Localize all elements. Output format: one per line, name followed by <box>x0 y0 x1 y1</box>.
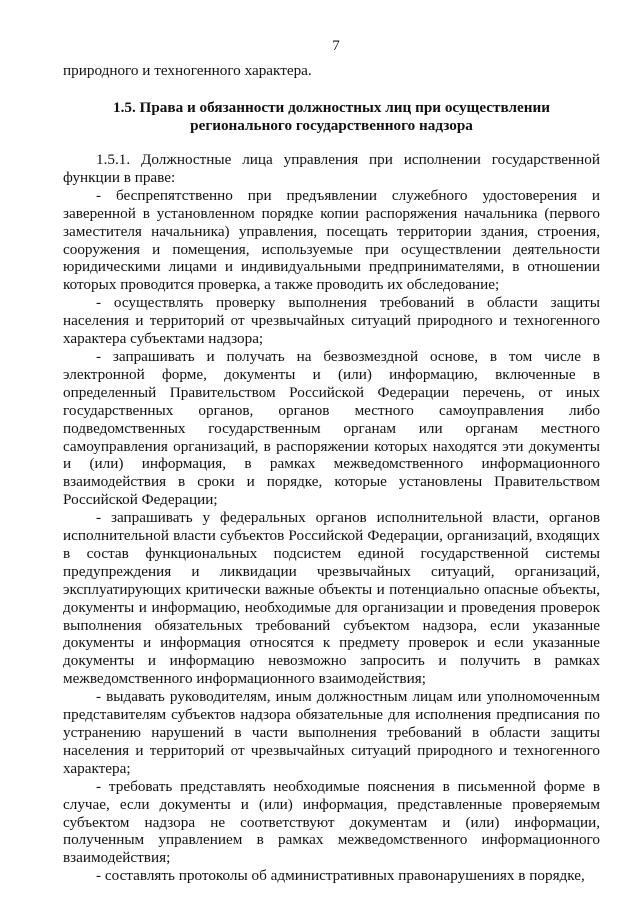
paragraph-rights-intro: 1.5.1. Должностные лица управления при исполнении государственной функции в праве: <box>63 151 600 186</box>
paragraph-inspect-requirements: - осуществлять проверку выполнения требований в области защиты населения и территорий от чрезвычайных ситуаций природного и техногенного характера субъектами надзора; <box>63 294 600 348</box>
section-heading-line-2: регионального государственного надзора <box>190 117 473 134</box>
paragraph-draw-up-protocols: - составлять протоколы об административных правонарушениях в порядке, <box>96 867 585 885</box>
paragraph-request-documents-free: - запрашивать и получать на безвозмездной основе, в том числе в электронной форме, документы и (или) информацию, включенные в определенный Правительством Российской Федерации перечень, от иных государственных органов, органов местного самоуправления либо подведомственных государственным органам или органам местного самоуправления организаций, в распоряжении которых находятся эти документы и (или) информация, в рамках межведомственного информационного взаимодействия в сроки и порядке, которые установлены Правительством Российской Федерации; <box>63 347 600 509</box>
page-number: 7 <box>332 38 340 54</box>
paragraph-visit-territories: - беспрепятственно при предъявлении служебного удостоверения и заверенной в установленном порядке копии распоряжения начальника (первого заместителя начальника) управления, посещать территории здания, строения, сооружения и помещения, используемые при осуществлении деятельности юридическими лицами и индивидуальными предпринимателями, в отношении которых проводится проверка, а также проводить их обследование; <box>63 186 600 294</box>
paragraph-require-explanations: - требовать представлять необходимые пояснения в письменной форме в случае, если документы и (или) информация, представленные проверяемым субъектом надзора не соответствуют документам и (или) информации, полученным управлением в рамках межведомственного информационного взаимодействия; <box>63 777 600 867</box>
body-text <box>63 151 600 885</box>
paragraph-request-from-authorities: - запрашивать у федеральных органов исполнительной власти, органов исполнительной власти субъектов Российской Федерации, организаций, входящих в состав функциональных подсистем единой государственной системы предупреждения и ликвидации чрезвычайных ситуаций, организаций, эксплуатирующих критически важные объекты и потенциально опасные объекты, документы и информацию, необходимые для организации и проведения проверок выполнения обязательных требований субъектом надзора, если указанные документы и информация относятся к предмету проверок и если указанные документы и информацию невозможно запросить и получить в рамках межведомственного информационного взаимодействия; <box>63 509 600 688</box>
section-heading-line-1: 1.5. Права и обязанности должностных лиц при осуществлении <box>112 99 551 116</box>
section-heading <box>63 99 600 135</box>
paragraph-issue-orders: - выдавать руководителям, иным должностным лицам или уполномоченным представителям субъектов надзора обязательные для исполнения предписания по устранению нарушений в части выполнения требований в области защиты населения и территорий от чрезвычайных ситуаций природного и техногенного характера; <box>63 688 600 777</box>
intro-line: природного и техногенного характера. <box>63 62 312 79</box>
